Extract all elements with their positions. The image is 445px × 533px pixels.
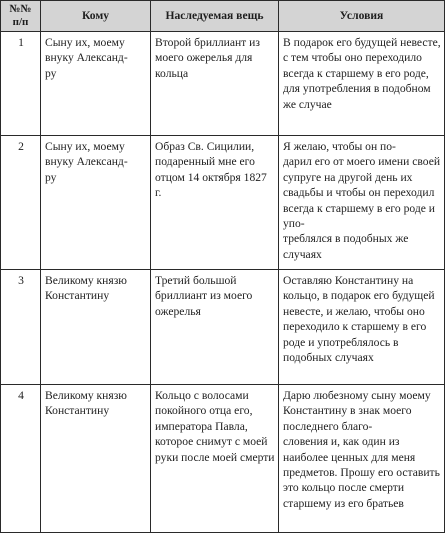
- row-item: Второй бриллиант из моего ожерелья для кольца: [151, 32, 279, 136]
- row-item: Образ Св. Сицилии, подаренный мне его отцом 14 октября 1827 г.: [151, 136, 279, 270]
- row-number: 2: [1, 136, 41, 270]
- table-row: [1, 385, 445, 533]
- row-number: 4: [1, 385, 41, 533]
- table-row: [1, 32, 445, 136]
- table-row: [1, 270, 445, 385]
- row-to-whom: Великому князю Константину: [41, 270, 151, 385]
- row-conditions: В подарок его будущей невесте, с тем чтобы оно переходило всегда к старшему в его роде, для употребления в подобном же случае: [279, 32, 445, 136]
- table-row: [1, 136, 445, 270]
- header-conditions: Условия: [279, 1, 445, 32]
- row-to-whom: Сыну их, моему внуку Александ- ру: [41, 136, 151, 270]
- row-number: 3: [1, 270, 41, 385]
- row-item: Третий большой бриллиант из моего ожерелья: [151, 270, 279, 385]
- row-conditions: Оставляю Константину на кольцо, в подарок его будущей невесте, и желаю, чтобы оно переходило к старшему в его роде и употреблялось в подобных случаях: [279, 270, 445, 385]
- header-number: №№ п/п: [1, 1, 41, 32]
- row-number: 1: [1, 32, 41, 136]
- header-to-whom: Кому: [41, 1, 151, 32]
- row-conditions: Я желаю, чтобы он по- дарил его от моего имени своей супруге на другой день их свадьбы и чтобы он переходил всегда к старшему в его роде и упо- треблялся в подобных же случаях: [279, 136, 445, 270]
- row-conditions: Дарю любезному сыну моему Константину в знак моего последнего благо- словения и, как один из наиболее ценных для меня предметов. Прошу его оставить это кольцо после смерти старшему из его братьев: [279, 385, 445, 533]
- row-to-whom: Сыну их, моему внуку Александ- ру: [41, 32, 151, 136]
- table-header-row: [1, 1, 445, 32]
- row-item: Кольцо с волосами покойного отца его, императора Павла, которое снимут с моей руки после моей смерти: [151, 385, 279, 533]
- row-to-whom: Великому князю Константину: [41, 385, 151, 533]
- header-item: Наследуемая вещь: [151, 1, 279, 32]
